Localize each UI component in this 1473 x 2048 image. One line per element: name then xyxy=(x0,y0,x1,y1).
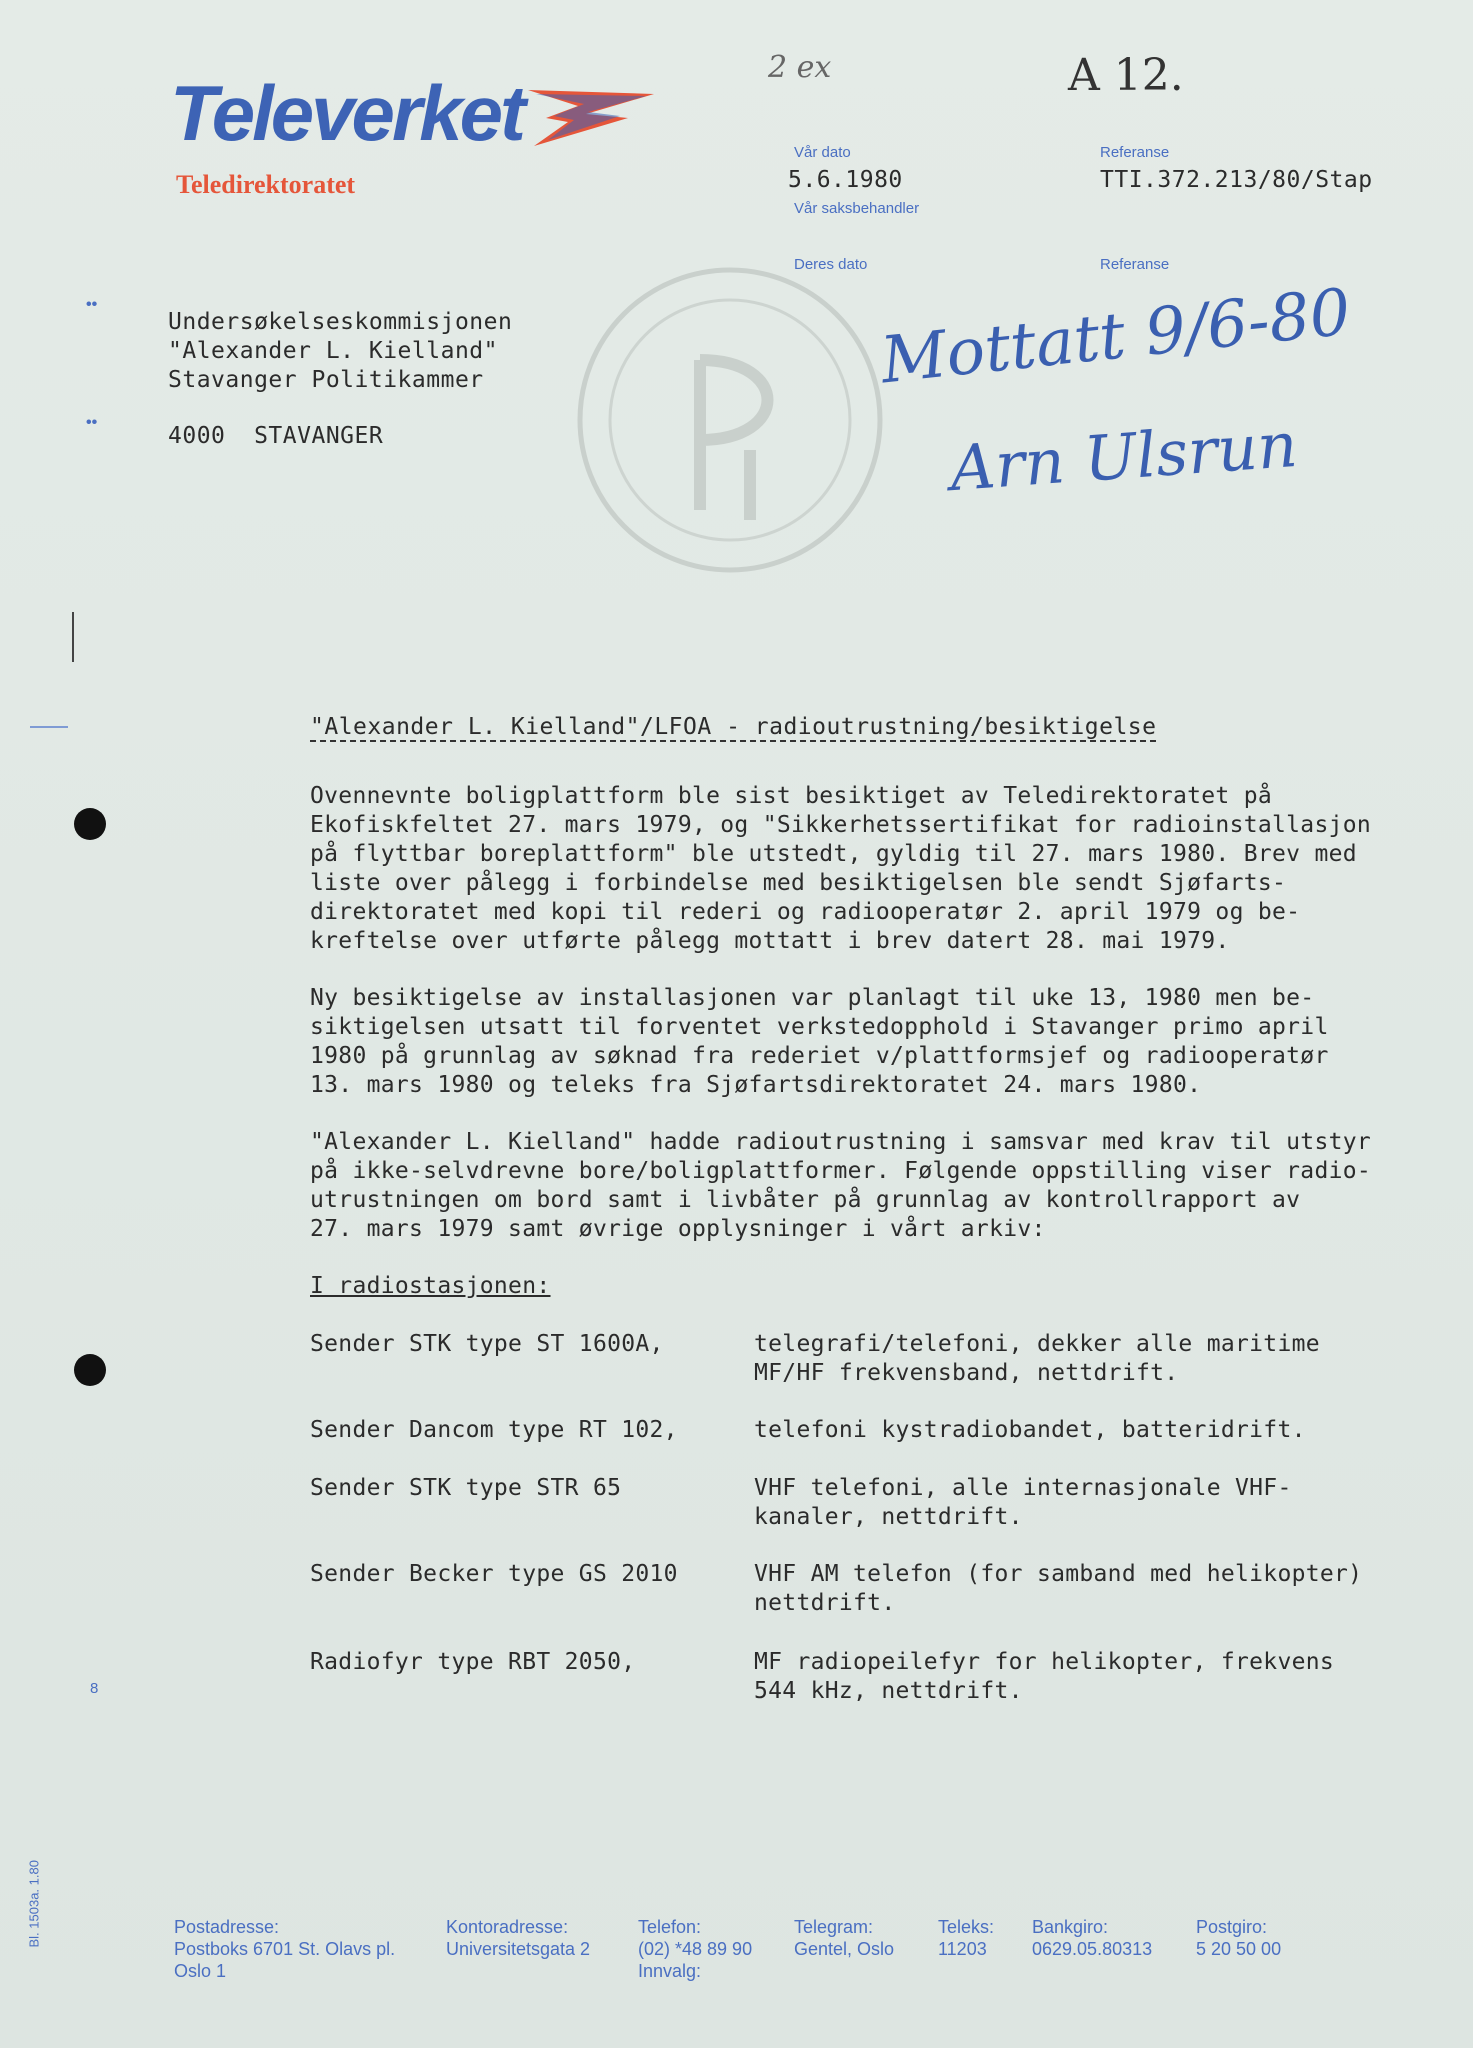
equipment-desc-line: VHF telefoni, alle internasjonale VHF- xyxy=(754,1475,1292,1501)
footer-telegram: Telegram: Gentel, Oslo xyxy=(794,1917,895,1959)
paragraph-line: på ikke-selvdrevne bore/boligplattformer. Følgende oppstilling viser radio- xyxy=(310,1158,1372,1184)
footer-telefon: Telefon: (02) *48 89 90 Innvalg: xyxy=(638,1917,753,1981)
paragraph-line: Ovennevnte boligplattform ble sist besiktiget av Teledirektoratet på xyxy=(310,783,1273,809)
equipment-desc-line: MF/HF frekvensband, nettdrift. xyxy=(754,1360,1179,1386)
equipment-desc-line: telegrafi/telefoni, dekker alle maritime xyxy=(754,1331,1320,1357)
label-referanse-2: Referanse xyxy=(1100,256,1170,273)
paragraph-line: 13. mars 1980 og teleks fra Sjøfartsdirektoratet 24. mars 1980. xyxy=(310,1072,1202,1098)
paragraph-line: 27. mars 1979 samt øvrige opplysninger i vårt arkiv: xyxy=(310,1216,1046,1242)
equipment-name: Sender STK type STR 65 xyxy=(310,1475,622,1501)
letter-subject: "Alexander L. Kielland"/LFOA - radioutrustning/besiktigelse xyxy=(310,714,1157,740)
punch-hole xyxy=(74,808,106,840)
recipient-block xyxy=(168,308,512,395)
recipient-line: "Alexander L. Kielland" xyxy=(168,338,498,364)
received-stamp xyxy=(560,250,900,590)
footer-postadresse: Postadresse: Postboks 6701 St. Olavs pl. Oslo 1 xyxy=(174,1917,396,1981)
equipment-desc-line: VHF AM telefon (for samband med helikopter) xyxy=(754,1561,1363,1587)
equipment-desc-line: kanaler, nettdrift. xyxy=(754,1504,1023,1530)
televerket-logo: Televerket xyxy=(170,69,524,157)
equipment-desc-line: telefoni kystradiobandet, batteridrift. xyxy=(754,1417,1306,1443)
paragraph-line: utrustningen om bord samt i livbåter på grunnlag av kontrollrapport av xyxy=(310,1187,1301,1213)
handwritten-archive-ref: A 12. xyxy=(1068,50,1184,101)
footer-kontoradresse: Kontoradresse: Universitetsgata 2 xyxy=(446,1917,591,1959)
equipment-name: Sender Becker type GS 2010 xyxy=(310,1561,678,1587)
margin-tick xyxy=(72,612,74,662)
label-deres-dato: Deres dato xyxy=(794,256,868,273)
handwritten-copies: 2 ex xyxy=(768,50,832,85)
recipient-line: Undersøkelseskommisjonen xyxy=(168,309,513,335)
equipment-name: Radiofyr type RBT 2050, xyxy=(310,1649,636,1675)
paragraph-line: Ny besiktigelse av installasjonen var planlagt til uke 13, 1980 men be- xyxy=(310,985,1315,1011)
paragraph xyxy=(310,984,1329,1100)
recipient-postal: 4000 STAVANGER xyxy=(168,423,384,449)
received-note: Mottatt 9/6-80 xyxy=(877,275,1355,399)
address-mark-top: •• xyxy=(86,296,98,313)
equipment-name: Sender STK type ST 1600A, xyxy=(310,1331,664,1357)
fold-mark xyxy=(30,726,68,728)
equipment-desc xyxy=(754,1330,1320,1388)
equipment-name: Sender Dancom type RT 102, xyxy=(310,1417,678,1443)
paragraph-line: liste over pålegg i forbindelse med besiktigelsen ble sendt Sjøfarts- xyxy=(310,870,1287,896)
section-heading: I radiostasjonen: xyxy=(310,1273,551,1299)
footer-postgiro: Postgiro: 5 20 50 00 xyxy=(1196,1917,1282,1959)
footer-teleks: Teleks: 11203 xyxy=(938,1917,995,1959)
department-name: Teledirektoratet xyxy=(176,170,356,199)
equipment-desc-line: 544 kHz, nettdrift. xyxy=(754,1678,1023,1704)
paragraph-line: på flyttbar boreplattform" ble utstedt, gyldig til 27. mars 1980. Brev med xyxy=(310,841,1357,867)
handwritten-signature: Arn Ulsrun xyxy=(947,407,1300,506)
paragraph-line: Ekofiskfeltet 27. mars 1979, og "Sikkerhetssertifikat for radioinstallasjon xyxy=(310,812,1372,838)
recipient-line: Stavanger Politikammer xyxy=(168,367,484,393)
equipment-desc-line: nettdrift. xyxy=(754,1590,896,1616)
equipment-desc-line: MF radiopeilefyr for helikopter, frekvens xyxy=(754,1649,1335,1675)
paragraph-line: kreftelse over utførte pålegg mottatt i brev datert 28. mai 1979. xyxy=(310,928,1230,954)
equipment-desc xyxy=(754,1648,1334,1706)
footer-bankgiro: Bankgiro: 0629.05.80313 xyxy=(1032,1917,1153,1959)
paragraph xyxy=(310,782,1371,956)
equipment-desc xyxy=(754,1560,1362,1618)
paragraph-line: direktoratet med kopi til rederi og radiooperatør 2. april 1979 og be- xyxy=(310,899,1301,925)
equipment-desc xyxy=(754,1416,1306,1445)
equipment-desc xyxy=(754,1474,1292,1532)
letter-reference: TTI.372.213/80/Stap xyxy=(1100,167,1373,193)
paragraph-line: 1980 på grunnlag av søknad fra rederiet v/plattformsjef og radiooperatør xyxy=(310,1043,1329,1069)
address-mark-bottom: •• xyxy=(86,414,98,431)
paragraph xyxy=(310,1128,1371,1244)
paragraph-line: "Alexander L. Kielland" hadde radioutrustning i samsvar med krav til utstyr xyxy=(310,1129,1372,1155)
paragraph-line: siktigelsen utsatt til forventet verkstedopphold i Stavanger primo april xyxy=(310,1014,1329,1040)
label-var-saksbehandler: Vår saksbehandler xyxy=(794,200,920,217)
letter-date: 5.6.1980 xyxy=(788,167,903,193)
label-var-dato: Vår dato xyxy=(794,144,851,161)
lightning-logo-icon xyxy=(528,84,656,148)
form-code: Bl. 1503a. 1.80 xyxy=(26,1860,42,1948)
punch-hole xyxy=(74,1354,106,1386)
label-referanse: Referanse xyxy=(1100,144,1170,161)
page-mark: 8 xyxy=(90,1680,99,1697)
subject-underline xyxy=(310,740,1156,742)
